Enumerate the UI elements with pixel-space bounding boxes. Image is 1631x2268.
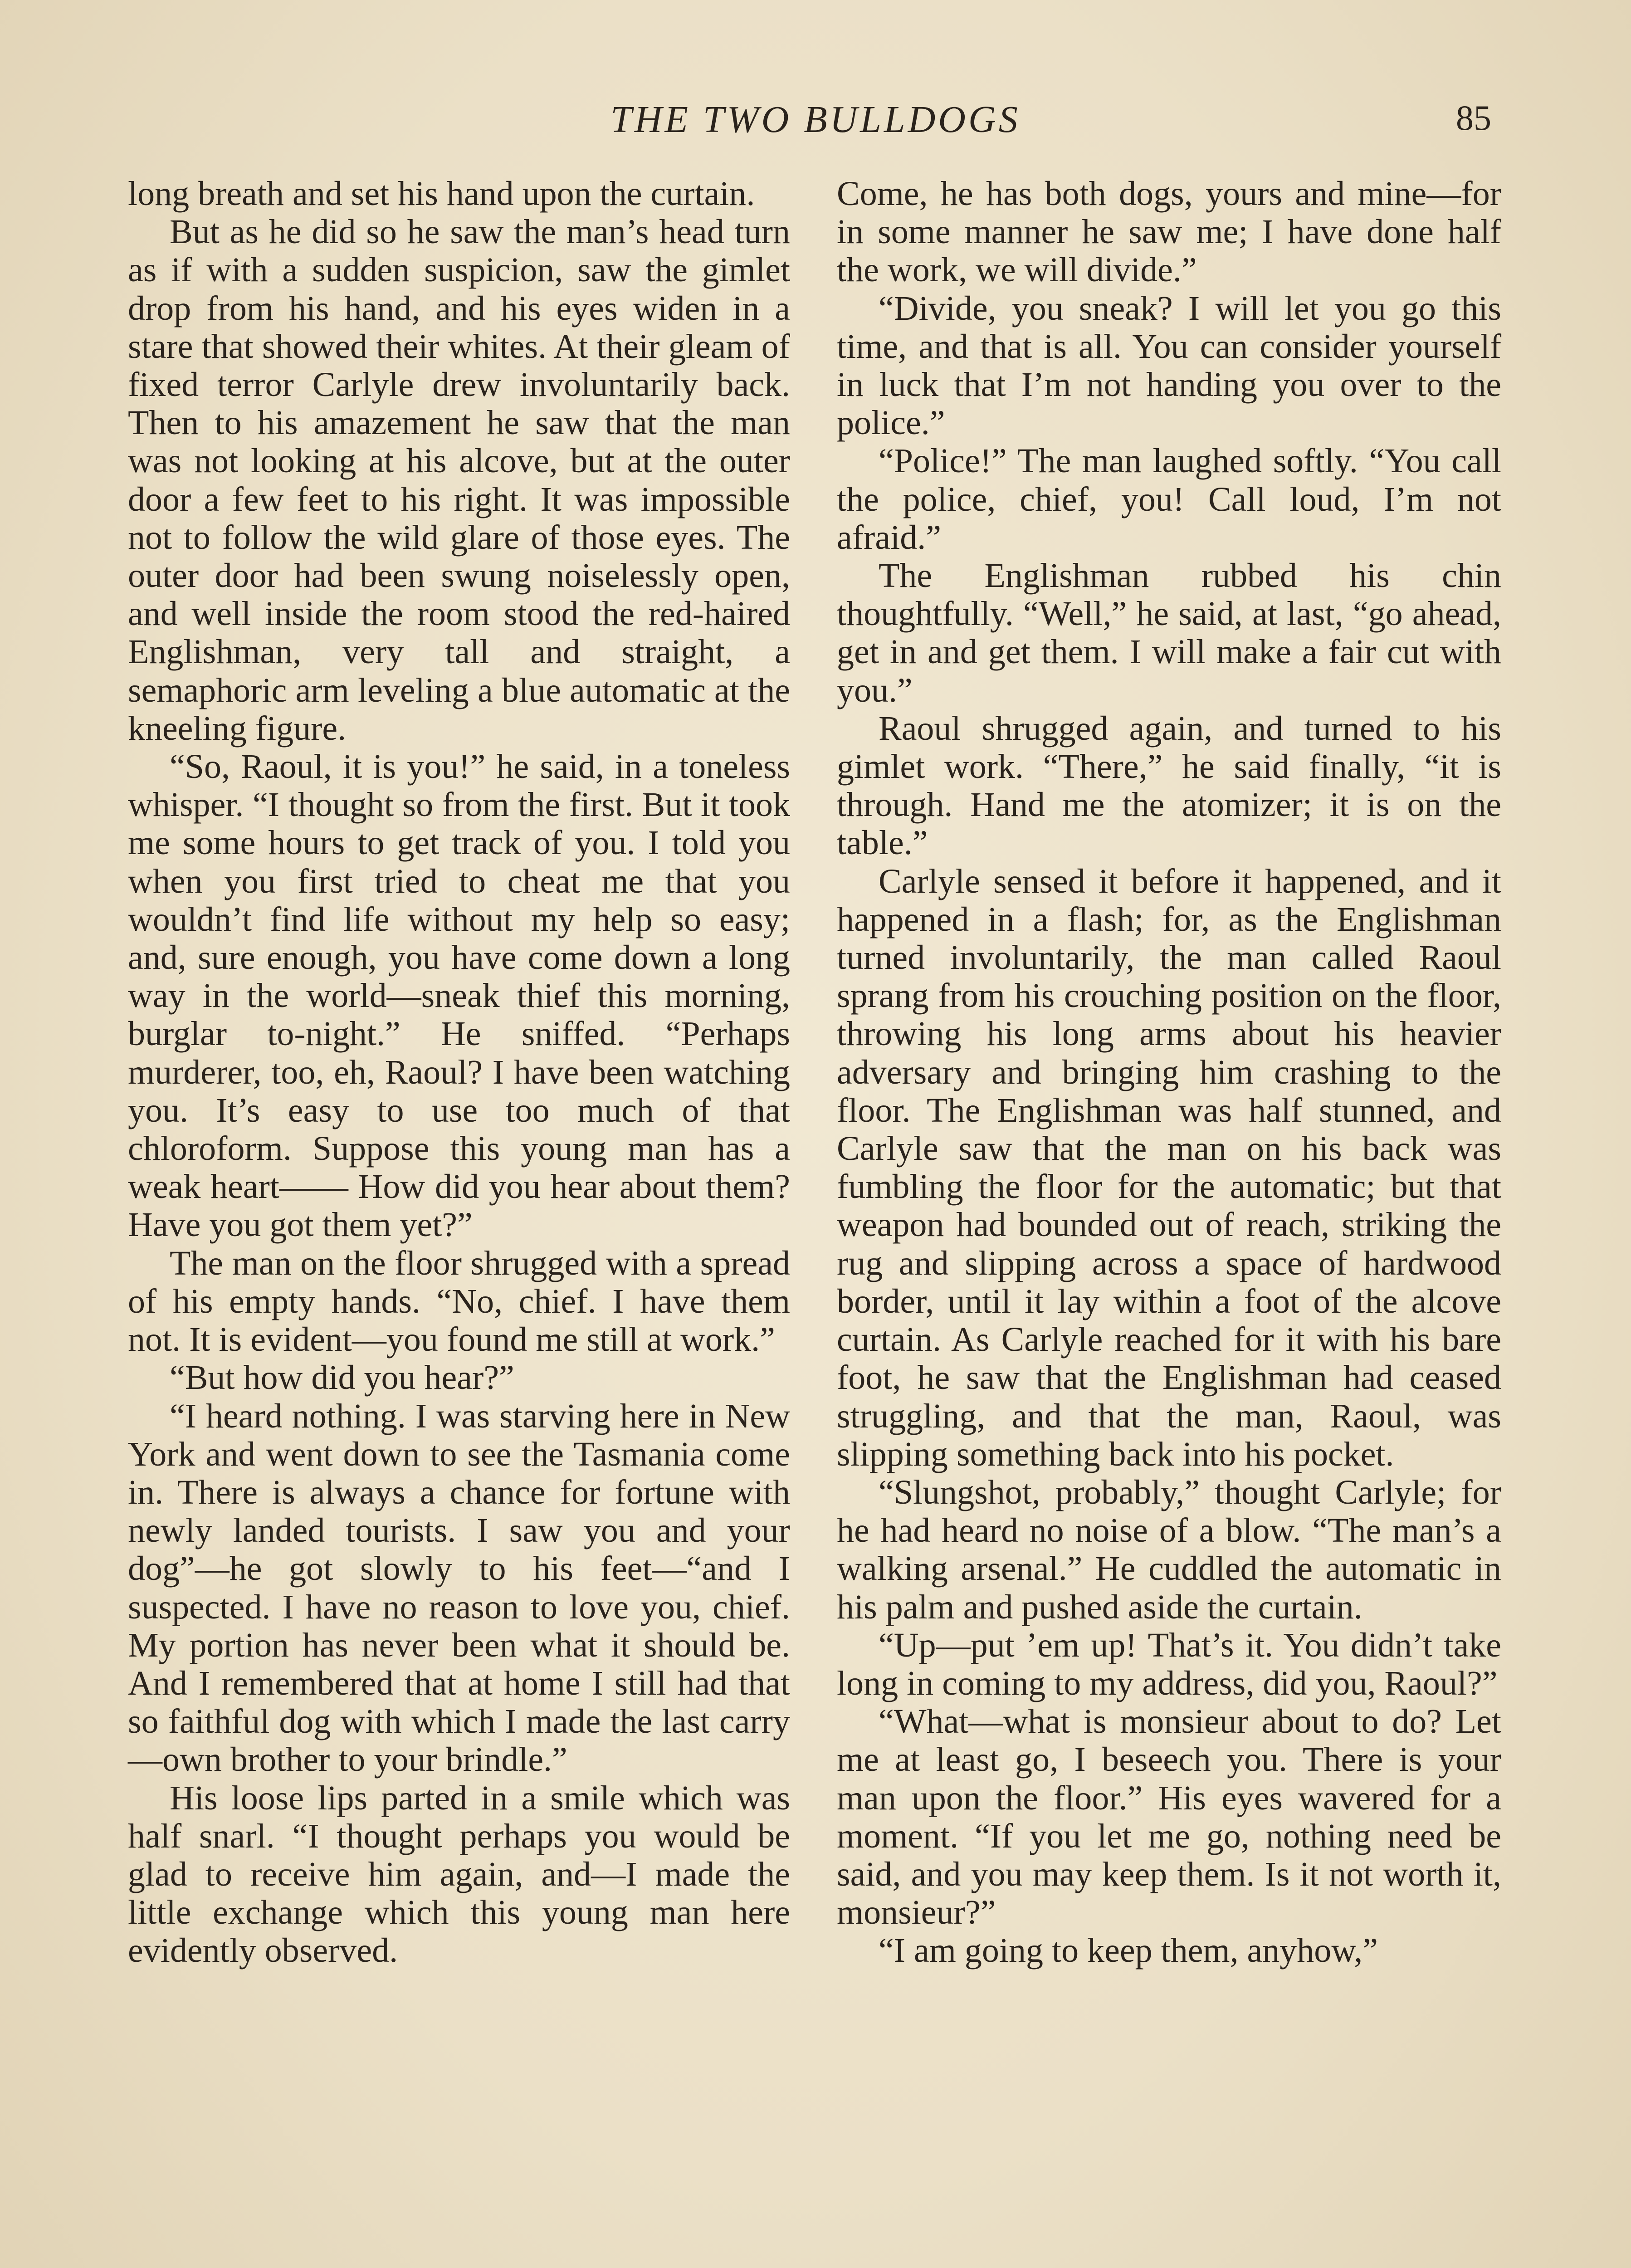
paragraph: “So, Raoul, it is you!” he said, in a toneless whisper. “I thought so from the first. But it took me some hours to get track of you. I told you when you first tried to cheat me that you wouldn’t find life without my help so easy; and, sure enough, you have come down a long way in the world—sneak thief this morning, burglar to-night.” He sniffed. “Perhaps murderer, too, eh, Raoul? I have been watching you. It’s easy to use too much of that chloroform. Suppose this young man has a weak heart—— How did you hear about them? Have you got them yet?”: [128, 748, 790, 1244]
page-number: 85: [1456, 98, 1491, 137]
paragraph: “Slungshot, probably,” thought Carlyle; for he had heard no noise of a blow. “The man’s a walking arsenal.” He cuddled the automatic in his palm and pushed aside the curtain.: [837, 1473, 1501, 1626]
paragraph: Raoul shrugged again, and turned to his gimlet work. “There,” he said finally, “it is through. Hand me the atomizer; it is on the table.”: [837, 709, 1501, 862]
paragraph: His loose lips parted in a smile which was half snarl. “I thought perhaps you would be glad to receive him again, and—I made the little exchange which this young man here evidently observed.: [128, 1779, 790, 1970]
paragraph: “Divide, you sneak? I will let you go this time, and that is all. You can consider yourself in luck that I’m not handing you over to the police.”: [837, 289, 1501, 442]
paragraph: But as he did so he saw the man’s head turn as if with a sudden suspicion, saw the gimlet drop from his hand, and his eyes widen in a stare that showed their whites. At their gleam of fixed terror Carlyle drew involuntarily back. Then to his amazement he saw that the man was not looking at his alcove, but at the outer door a few feet to his right. It was impossible not to follow the wild glare of those eyes. The outer door had been swung noiselessly open, and well inside the room stood the red-haired Englishman, very tall and straight, a semaphoric arm leveling a blue automatic at the kneeling figure.: [128, 213, 790, 748]
paragraph: The Englishman rubbed his chin thoughtfully. “Well,” he said, at last, “go ahead, get in and get them. I will make a fair cut with you.”: [837, 557, 1501, 709]
paragraph: “But how did you hear?”: [170, 1359, 514, 1397]
paragraph: “I heard nothing. I was starving here in New York and went down to see the Tasmania come in. There is always a chance for fortune with newly landed tourists. I saw you and your dog”—he got slowly to his feet—“and I suspected. I have no reason to love you, chief. My portion has never been what it should be. And I remembered that at home I still had that so faithful dog with which I made the last carry—own brother to your brindle.”: [128, 1397, 790, 1779]
paragraph: The man on the floor shrugged with a spread of his empty hands. “No, chief. I have them not. It is evident—you found me still at work.”: [128, 1244, 790, 1359]
paragraph: “What—what is monsieur about to do? Let me at least go, I beseech you. There is your man upon the floor.” His eyes wavered for a moment. “If you let me go, nothing need be said, and you may keep them. Is it not worth it, monsieur?”: [837, 1702, 1501, 1932]
paragraph: “Up—put ’em up! That’s it. You didn’t take long in coming to my address, did you, Raoul?”: [837, 1626, 1501, 1702]
left-column: [128, 175, 790, 1970]
paragraph: long breath and set his hand upon the curtain.: [128, 175, 755, 213]
running-title: THE TWO BULLDOGS: [610, 98, 1021, 141]
paragraph: “Police!” The man laughed softly. “You call the police, chief, you! Call loud, I’m not afraid.”: [837, 442, 1501, 557]
paragraph: Carlyle sensed it before it happened, and it happened in a flash; for, as the Englishman turned involuntarily, the man called Raoul sprang from his crouching position on the floor, throwing his long arms about his heavier adversary and bringing him crashing to the floor. The Englishman was half stunned, and Carlyle saw that the man on his back was fumbling the floor for the automatic; but that weapon had bounded out of reach, striking the rug and slipping across a space of hardwood border, until it lay within a foot of the alcove curtain. As Carlyle reached for it with his bare foot, he saw that the Englishman had ceased struggling, and that the man, Raoul, was slipping something back into his pocket.: [837, 862, 1501, 1473]
paragraph: “I am going to keep them, anyhow,”: [879, 1931, 1378, 1970]
paragraph: Come, he has both dogs, yours and mine—for in some manner he saw me; I have done half the work, we will divide.”: [837, 175, 1501, 289]
right-column: [837, 175, 1501, 1970]
